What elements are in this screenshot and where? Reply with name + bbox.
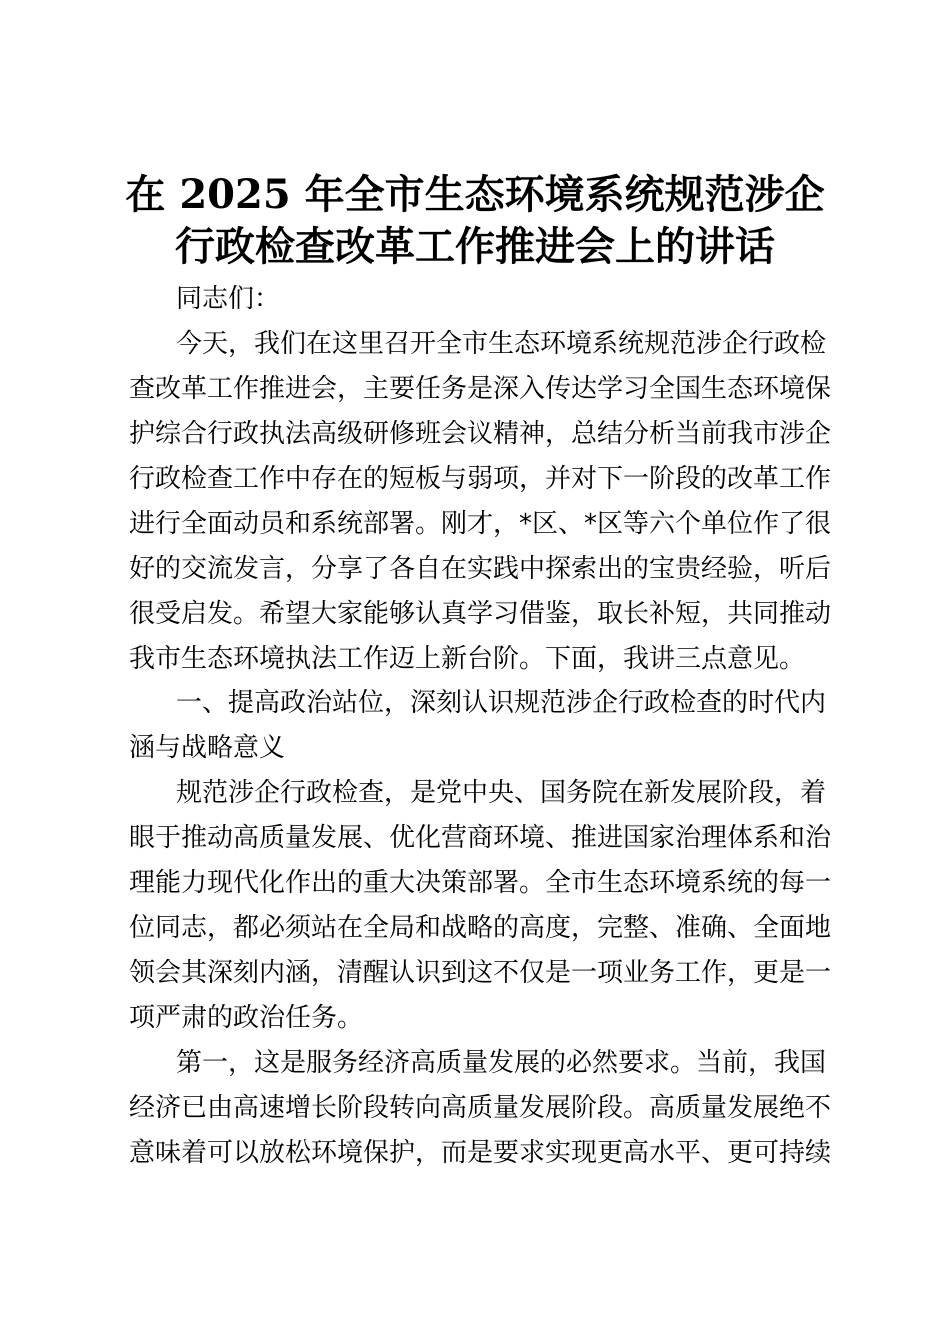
paragraph-line: 位同志，都必须站在全局和战略的高度，完整、准确、全面地 (129, 913, 832, 943)
salutation: 同志们： (176, 284, 281, 314)
paragraph-line: 很受启发。希望大家能够认真学习借鉴，取长补短，共同推动 (129, 599, 832, 629)
paragraph-line: 好的交流发言，分享了各自在实践中探索出的宝贵经验，听后 (129, 554, 832, 584)
document-title-line-1: 在 2025 年全市生态环境系统规范涉企 (125, 171, 825, 218)
paragraph-line: 我市生态环境执法工作迈上新台阶。下面，我讲三点意见。 (129, 644, 806, 674)
paragraph-line: 项严肃的政治任务。 (129, 1003, 364, 1033)
document-title-line-2: 行政检查改革工作推进会上的讲话 (175, 223, 775, 270)
paragraph-line: 眼于推动高质量发展、优化营商环境、推进国家治理体系和治 (129, 823, 832, 853)
paragraph-line: 意味着可以放松环境保护，而是要求实现更高水平、更可持续 (129, 1138, 832, 1168)
paragraph-line: 行政检查工作中存在的短板与弱项，并对下一阶段的改革工作 (129, 464, 832, 494)
paragraph-line: 今天，我们在这里召开全市生态环境系统规范涉企行政检 (176, 329, 827, 359)
paragraph-line: 护综合行政执法高级研修班会议精神，总结分析当前我市涉企 (129, 419, 832, 449)
paragraph-line: 理能力现代化作出的重大决策部署。全市生态环境系统的每一 (129, 868, 832, 898)
section-heading-line: 涵与战略意义 (129, 733, 286, 763)
paragraph-line: 领会其深刻内涵，清醒认识到这不仅是一项业务工作，更是一 (129, 958, 832, 988)
section-heading-line: 一、提高政治站位，深刻认识规范涉企行政检查的时代内 (176, 688, 827, 718)
paragraph-line: 进行全面动员和系统部署。刚才，*区、*区等六个单位作了很 (129, 509, 832, 539)
paragraph-line: 规范涉企行政检查，是党中央、国务院在新发展阶段，着 (176, 778, 827, 808)
paragraph-line: 第一，这是服务经济高质量发展的必然要求。当前，我国 (176, 1048, 827, 1078)
paragraph-line: 查改革工作推进会，主要任务是深入传达学习全国生态环境保 (129, 374, 832, 404)
paragraph-line: 经济已由高速增长阶段转向高质量发展阶段。高质量发展绝不 (129, 1093, 832, 1123)
